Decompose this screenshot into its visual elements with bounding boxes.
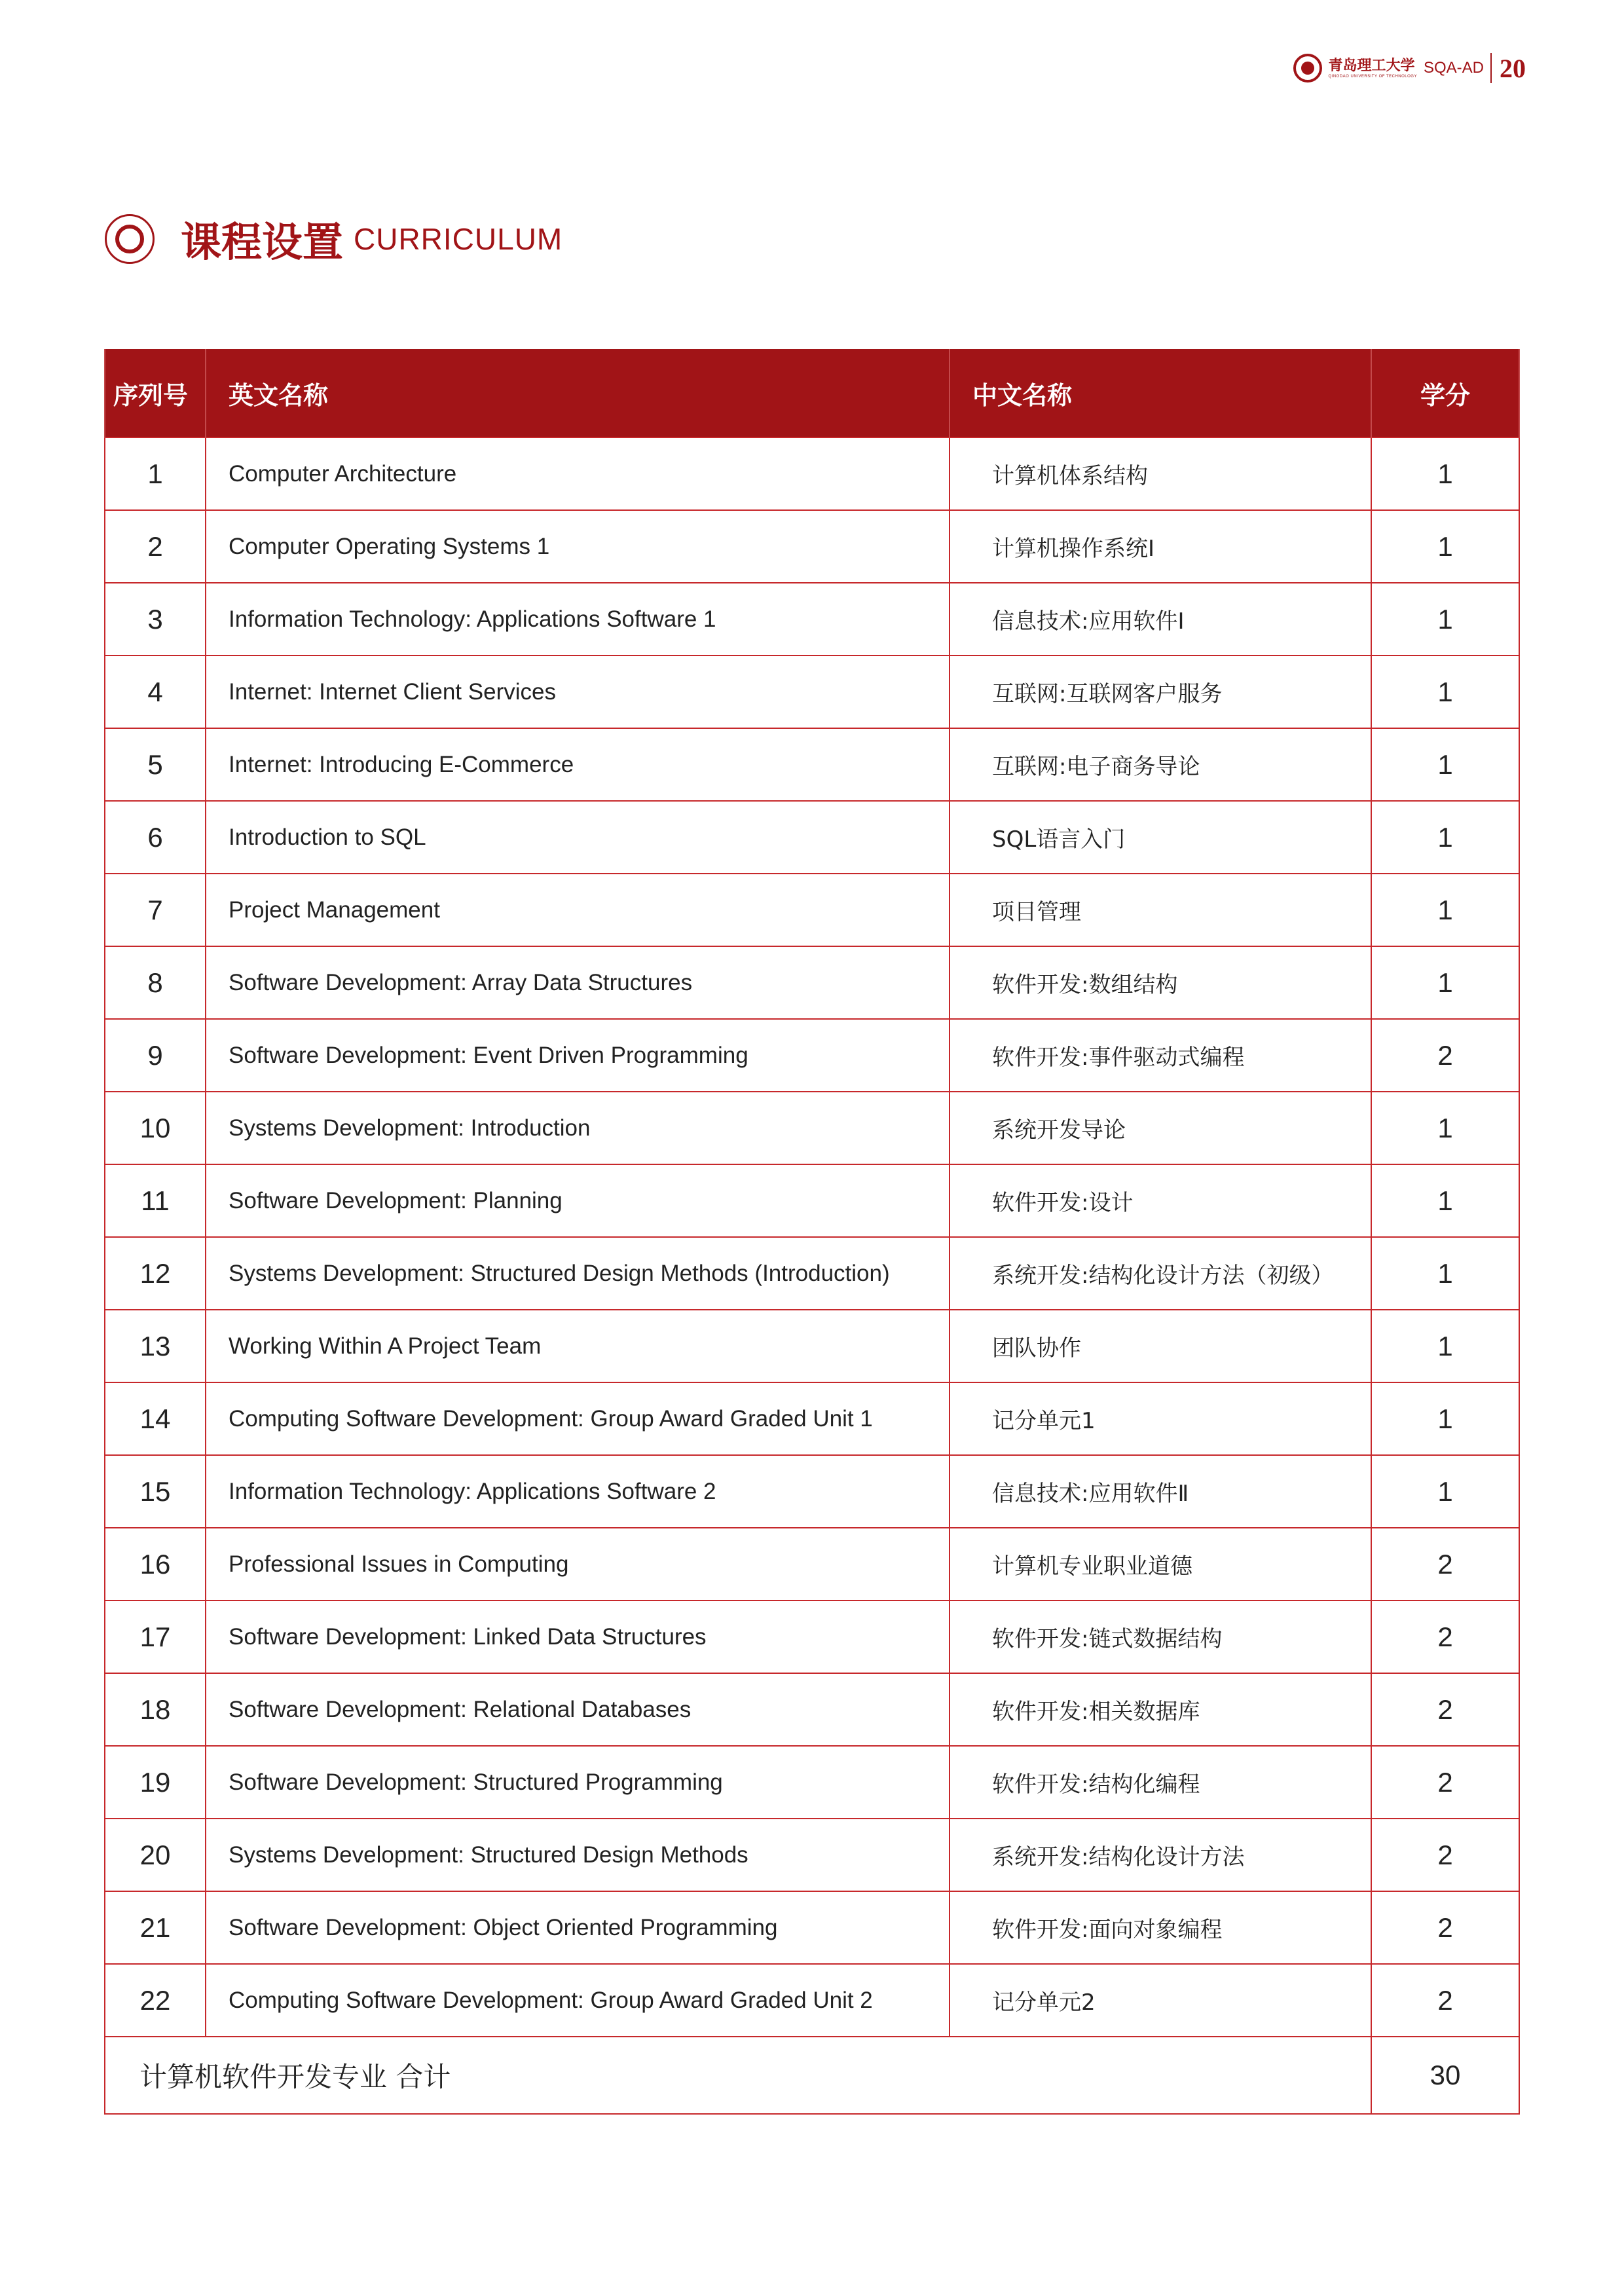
table-row xyxy=(105,1164,1519,1237)
course-number: 8 xyxy=(105,946,206,1019)
table-row xyxy=(105,1819,1519,1891)
course-number: 20 xyxy=(105,1819,206,1891)
course-number: 6 xyxy=(105,801,206,874)
course-number: 15 xyxy=(105,1455,206,1528)
course-number: 17 xyxy=(105,1600,206,1673)
table-row xyxy=(105,1092,1519,1164)
university-seal-icon xyxy=(1293,54,1322,83)
course-name-cn: 信息技术:应用软件Ⅰ xyxy=(950,583,1371,656)
course-credit: 2 xyxy=(1371,1528,1519,1600)
course-name-en: Professional Issues in Computing xyxy=(206,1528,950,1600)
course-name-cn: 软件开发:数组结构 xyxy=(950,946,1371,1019)
table-row xyxy=(105,1310,1519,1382)
table-row xyxy=(105,1673,1519,1746)
course-name-cn: 团队协作 xyxy=(950,1310,1371,1382)
course-name-cn: 系统开发:结构化设计方法（初级） xyxy=(950,1237,1371,1310)
course-number: 5 xyxy=(105,728,206,801)
course-name-en: Software Development: Planning xyxy=(206,1164,950,1237)
course-number: 9 xyxy=(105,1019,206,1092)
section-title-en: CURRICULUM xyxy=(354,221,563,256)
course-credit: 1 xyxy=(1371,510,1519,583)
table-row xyxy=(105,1600,1519,1673)
course-name-en: Computer Architecture xyxy=(206,437,950,510)
course-name-cn: 系统开发导论 xyxy=(950,1092,1371,1164)
course-number: 18 xyxy=(105,1673,206,1746)
column-header-credit: 学分 xyxy=(1371,349,1519,437)
course-name-en: Software Development: Structured Programming xyxy=(206,1746,950,1819)
course-credit: 2 xyxy=(1371,1819,1519,1891)
page-number: 20 xyxy=(1500,53,1526,83)
course-credit: 1 xyxy=(1371,583,1519,656)
course-name-en: Introduction to SQL xyxy=(206,801,950,874)
course-number: 14 xyxy=(105,1382,206,1455)
table-row xyxy=(105,510,1519,583)
course-number: 11 xyxy=(105,1164,206,1237)
course-credit: 1 xyxy=(1371,1237,1519,1310)
total-label: 计算机软件开发专业 合计 xyxy=(105,2037,1371,2114)
course-credit: 1 xyxy=(1371,728,1519,801)
course-number: 21 xyxy=(105,1891,206,1964)
table-row xyxy=(105,1891,1519,1964)
program-code: SQA-AD xyxy=(1423,59,1484,77)
course-name-en: Information Technology: Applications Software 2 xyxy=(206,1455,950,1528)
table-row xyxy=(105,728,1519,801)
course-name-en: Project Management xyxy=(206,874,950,946)
course-name-en: Software Development: Object Oriented Programming xyxy=(206,1891,950,1964)
course-name-cn: 项目管理 xyxy=(950,874,1371,946)
course-name-en: Software Development: Linked Data Structures xyxy=(206,1600,950,1673)
course-number: 19 xyxy=(105,1746,206,1819)
course-name-en: Systems Development: Structured Design Methods (Introduction) xyxy=(206,1237,950,1310)
course-name-cn: 软件开发:面向对象编程 xyxy=(950,1891,1371,1964)
course-name-en: Computing Software Development: Group Award Graded Unit 2 xyxy=(206,1964,950,2037)
university-name-en: QINGDAO UNIVERSITY OF TECHNOLOGY xyxy=(1328,75,1417,79)
table-row xyxy=(105,656,1519,728)
course-number: 16 xyxy=(105,1528,206,1600)
course-name-cn: 互联网:互联网客户服务 xyxy=(950,656,1371,728)
course-credit: 1 xyxy=(1371,1092,1519,1164)
course-name-cn: 记分单元1 xyxy=(950,1382,1371,1455)
course-credit: 2 xyxy=(1371,1673,1519,1746)
table-row xyxy=(105,874,1519,946)
table-row xyxy=(105,946,1519,1019)
curriculum-table xyxy=(104,349,1520,2115)
course-name-en: Working Within A Project Team xyxy=(206,1310,950,1382)
course-number: 13 xyxy=(105,1310,206,1382)
course-credit: 1 xyxy=(1371,437,1519,510)
course-name-cn: 软件开发:相关数据库 xyxy=(950,1673,1371,1746)
concentric-circle-icon xyxy=(105,214,155,264)
course-number: 22 xyxy=(105,1964,206,2037)
course-name-cn: 互联网:电子商务导论 xyxy=(950,728,1371,801)
course-name-en: Software Development: Relational Databases xyxy=(206,1673,950,1746)
course-name-en: Software Development: Event Driven Programming xyxy=(206,1019,950,1092)
course-name-en: Information Technology: Applications Software 1 xyxy=(206,583,950,656)
course-name-cn: 计算机操作系统Ⅰ xyxy=(950,510,1371,583)
course-number: 2 xyxy=(105,510,206,583)
table-header-row xyxy=(105,349,1519,437)
course-credit: 2 xyxy=(1371,1964,1519,2037)
section-title-cn: 课程设置 xyxy=(181,218,344,266)
table-row xyxy=(105,583,1519,656)
table-row xyxy=(105,1746,1519,1819)
course-name-en: Internet: Introducing E-Commerce xyxy=(206,728,950,801)
course-name-en: Computing Software Development: Group Award Graded Unit 1 xyxy=(206,1382,950,1455)
page-header xyxy=(1293,47,1526,89)
course-name-cn: 信息技术:应用软件Ⅱ xyxy=(950,1455,1371,1528)
course-name-en: Software Development: Array Data Structures xyxy=(206,946,950,1019)
course-name-en: Internet: Internet Client Services xyxy=(206,656,950,728)
course-name-cn: 软件开发:结构化编程 xyxy=(950,1746,1371,1819)
column-header-en: 英文名称 xyxy=(206,349,950,437)
course-number: 1 xyxy=(105,437,206,510)
course-credit: 2 xyxy=(1371,1746,1519,1819)
course-credit: 2 xyxy=(1371,1891,1519,1964)
table-row xyxy=(105,801,1519,874)
course-credit: 1 xyxy=(1371,656,1519,728)
table-row xyxy=(105,1237,1519,1310)
course-credit: 1 xyxy=(1371,1310,1519,1382)
table-row xyxy=(105,1019,1519,1092)
course-number: 10 xyxy=(105,1092,206,1164)
course-name-cn: 系统开发:结构化设计方法 xyxy=(950,1819,1371,1891)
header-divider xyxy=(1490,53,1492,83)
course-credit: 1 xyxy=(1371,946,1519,1019)
section-heading xyxy=(105,210,563,268)
table-row xyxy=(105,437,1519,510)
course-name-cn: 软件开发:事件驱动式编程 xyxy=(950,1019,1371,1092)
course-name-en: Systems Development: Introduction xyxy=(206,1092,950,1164)
course-name-cn: 软件开发:链式数据结构 xyxy=(950,1600,1371,1673)
course-credit: 1 xyxy=(1371,1382,1519,1455)
course-credit: 1 xyxy=(1371,874,1519,946)
course-credit: 2 xyxy=(1371,1019,1519,1092)
course-credit: 1 xyxy=(1371,1455,1519,1528)
course-name-en: Computer Operating Systems 1 xyxy=(206,510,950,583)
course-name-cn: 计算机体系结构 xyxy=(950,437,1371,510)
course-number: 7 xyxy=(105,874,206,946)
course-name-cn: 记分单元2 xyxy=(950,1964,1371,2037)
course-name-cn: 计算机专业职业道德 xyxy=(950,1528,1371,1600)
university-name: 青岛理工大学 xyxy=(1328,57,1415,74)
course-number: 4 xyxy=(105,656,206,728)
university-brand xyxy=(1329,57,1417,79)
course-number: 3 xyxy=(105,583,206,656)
total-credit: 30 xyxy=(1371,2037,1519,2114)
course-name-cn: 软件开发:设计 xyxy=(950,1164,1371,1237)
course-name-cn: SQL语言入门 xyxy=(950,801,1371,874)
table-row xyxy=(105,1528,1519,1600)
table-row xyxy=(105,1964,1519,2037)
table-row xyxy=(105,1455,1519,1528)
column-header-no: 序列号 xyxy=(105,349,206,437)
course-name-en: Systems Development: Structured Design Methods xyxy=(206,1819,950,1891)
course-number: 12 xyxy=(105,1237,206,1310)
total-row xyxy=(105,2037,1519,2114)
course-credit: 1 xyxy=(1371,801,1519,874)
course-credit: 1 xyxy=(1371,1164,1519,1237)
course-credit: 2 xyxy=(1371,1600,1519,1673)
column-header-cn: 中文名称 xyxy=(950,349,1371,437)
table-row xyxy=(105,1382,1519,1455)
